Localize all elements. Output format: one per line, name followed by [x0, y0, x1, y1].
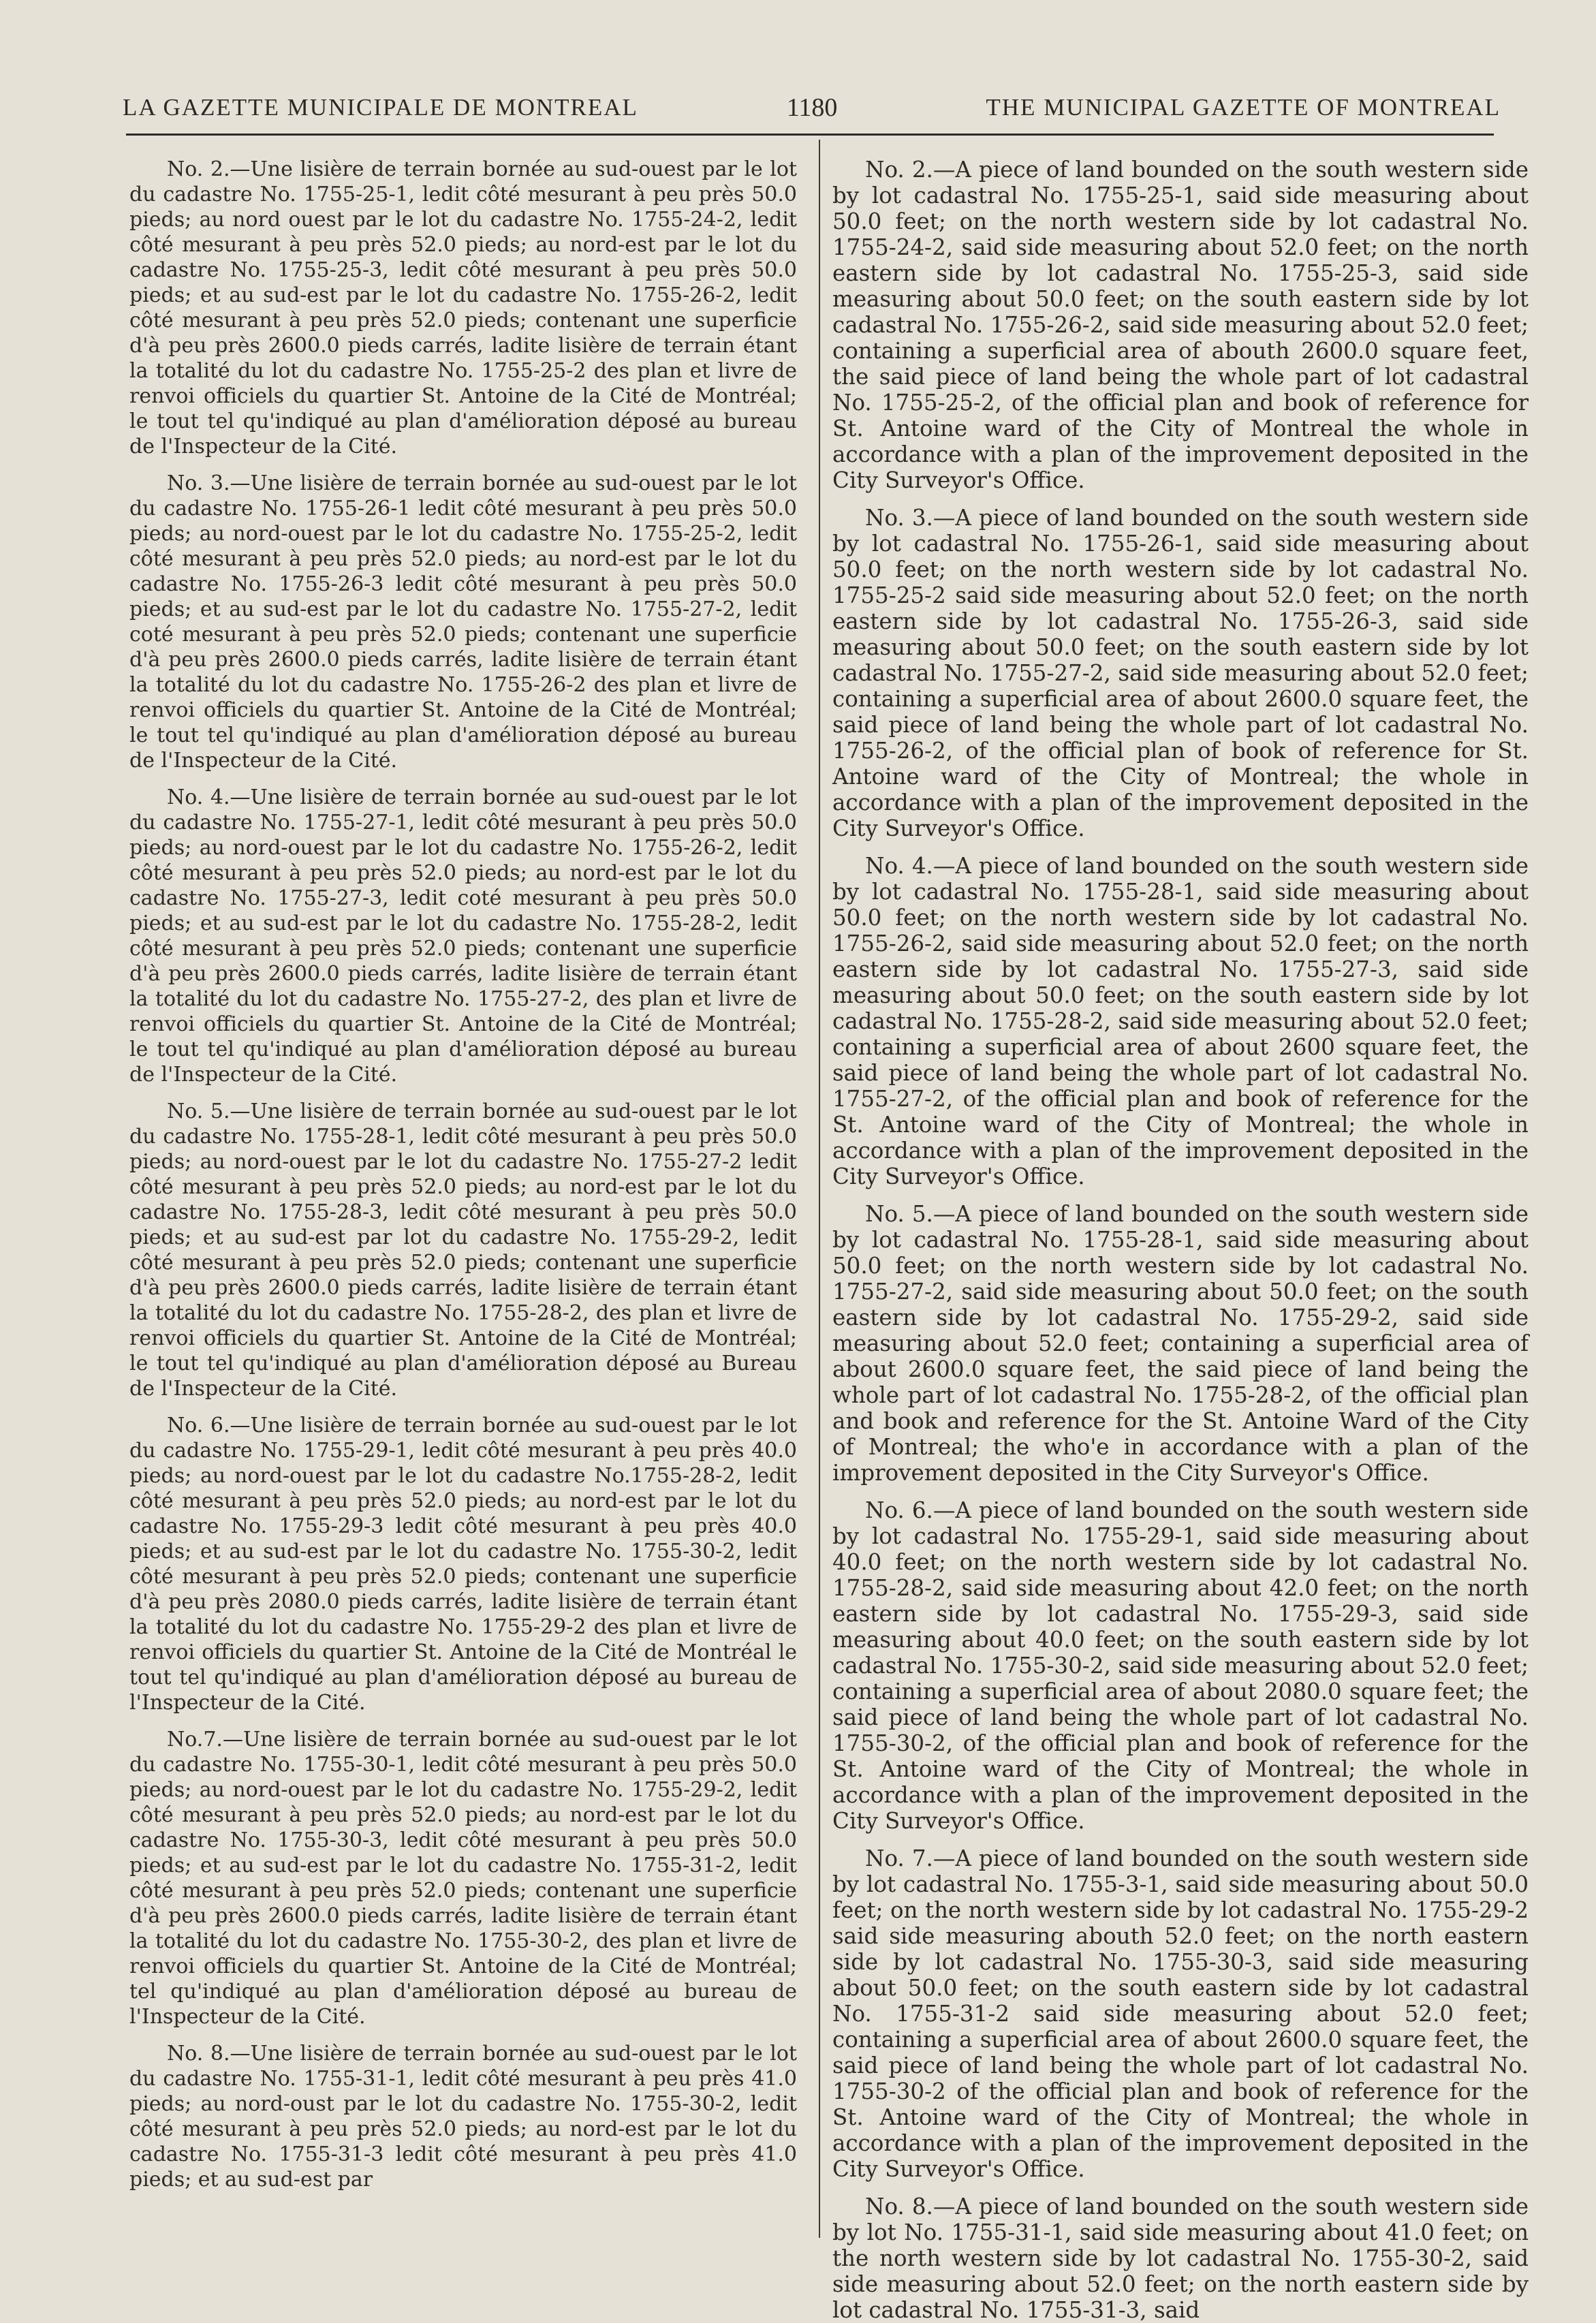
header-rule [126, 134, 1494, 136]
french-paragraph-8: No. 8.—Une lisière de terrain bornée au sud-ouest par le lot du cadastre No. 1755-31-1, ledit côté mesurant à peu près 41.0 pieds; au nord-oust par le lot du cadastre No. 1755-30-2, ledit côté mesurant à peu près 52.0 pieds; au nord-est par le lot du cadastre No. 1755-31-3 ledit côté mesurant à peu près 41.0 pieds; et au sud-est par [129, 2042, 797, 2192]
english-column [832, 157, 1529, 2323]
english-paragraph-2: No. 2.—A piece of land bounded on the south western side by lot cadastral No. 1755-25-1, said side measuring about 50.0 feet; on the north western side by lot cadastral No. 1755-24-2, said side measuring about 52.0 feet; on the north eastern side by lot cadastral No. 1755-25-3, said side measuring about 50.0 feet; on the south eastern side by lot cadastral No. 1755-26-2, said side measuring about 52.0 feet; containing a superficial area of abouth 2600.0 square feet, the said piece of land being the whole part of lot cadastral No. 1755-25-2, of the official plan and book of reference for St. Antoine ward of the City of Montreal the whole in accordance with a plan of the improvement deposited in the City Surveyor's Office. [832, 157, 1529, 493]
french-paragraph-3: No. 3.—Une lisière de terrain bornée au sud-ouest par le lot du cadastre No. 1755-26-1 ledit côté mesurant à peu près 50.0 pieds; au nord-ouest par le lot du cadastre No. 1755-25-2, ledit côté mesurant à peu près 52.0 pieds; au nord-est par le lot du cadastre No. 1755-26-3 ledit côté mesurant à peu près 50.0 pieds; et au sud-est par le lot du cadastre No. 1755-27-2, ledit coté mesurant à peu près 52.0 pieds; contenant une superficie d'à peu près 2600.0 pieds carrés, ladite lisière de terrain étant la totalité du lot du cadastre No. 1755-26-2 des plan et livre de renvoi officiels du quartier St. Antoine de la Cité de Montréal; le tout tel qu'indiqué au plan d'amélioration déposé au bureau de l'Inspecteur de la Cité. [129, 471, 797, 773]
english-paragraph-6: No. 6.—A piece of land bounded on the south western side by lot cadastral No. 1755-29-1, said side measuring about 40.0 feet; on the north western side by lot cadastral No. 1755-28-2, said side measuring about 42.0 feet; on the north eastern side by lot cadastral No. 1755-29-3, said side measuring about 40.0 feet; on the south eastern side by lot cadastral No. 1755-30-2, said side measuring about 52.0 feet; containing a superficial area of about 2080.0 square feet; the said piece of land being the whole part of lot cadastral No. 1755-30-2, of the official plan and book of reference for the St. Antoine ward of the City of Montreal; the whole in accordance with a plan of the improvement deposited in the City Surveyor's Office. [832, 1497, 1529, 1834]
english-paragraph-4: No. 4.—A piece of land bounded on the south western side by lot cadastral No. 1755-28-1, said side measuring about 50.0 feet; on the north western side by lot cadastral No. 1755-26-2, said side measuring about 52.0 feet; on the north eastern side by lot cadastral No. 1755-27-3, said side measuring about 50.0 feet; on the south eastern side by lot cadastral No. 1755-28-2, said side measuring about 52.0 feet; containing a superficial area of about 2600 square feet, the said piece of land being the whole part of lot cadastral No. 1755-27-2, of the official plan and book of reference for the St. Antoine ward of the City of Montreal; the whole in accordance with a plan of the improvement deposited in the City Surveyor's Office. [832, 853, 1529, 1189]
french-paragraph-6: No. 6.—Une lisière de terrain bornée au sud-ouest par le lot du cadastre No. 1755-29-1, ledit côté mesurant à peu près 40.0 pieds; au nord-ouest par le lot du cadastre No.1755-28-2, ledit côté mesurant à peu près 52.0 pieds; au nord-est par le lot du cadastre No. 1755-29-3 ledit côté mesurant à peu près 40.0 pieds; et au sud-est par le lot du cadastre No. 1755-30-2, ledit côté mesurant à peu près 52.0 pieds; contenant une superficie d'à peu près 2080.0 pieds carrés, ladite lisière de terrain étant la totalité du lot du cadastre No. 1755-29-2 des plan et livre de renvoi officiels du quartier St. Antoine de la Cité de Montréal le tout tel qu'indiqué au plan d'amélioration déposé au bureau de l'Inspecteur de la Cité. [129, 1414, 797, 1715]
english-paragraph-3: No. 3.—A piece of land bounded on the south western side by lot cadastral No. 1755-26-1, said side measuring about 50.0 feet; on the north western side by lot cadastral No. 1755-25-2 said side measuring about 52.0 feet; on the north eastern side by lot cadastral No. 1755-26-3, said side measuring about 50.0 feet; on the south eastern side by lot cadastral No. 1755-27-2, said side measuring about 52.0 feet; containing a superficial area of about 2600.0 square feet, the said piece of land being the whole part of lot cadastral No. 1755-26-2, of the official plan of book of reference for St. Antoine ward of the City of Montreal; the whole in accordance with a plan of the improvement deposited in the City Surveyor's Office. [832, 505, 1529, 841]
page-number: 1180 [786, 93, 838, 122]
french-paragraph-2: No. 2.—Une lisière de terrain bornée au sud-ouest par le lot du cadastre No. 1755-25-1, ledit côté mesurant à peu près 50.0 pieds; au nord ouest par le lot du cadastre No. 1755-24-2, ledit côté mesurant à peu près 52.0 pieds; au nord-est par le lot du cadastre No. 1755-25-3, ledit côté mesurant à peu près 50.0 pieds; et au sud-est par le lot du cadastre No. 1755-26-2, ledit côté mesurant à peu près 52.0 pieds; contenant une superficie d'à peu près 2600.0 pieds carrés, ladite lisière de terrain étant la totalité du lot du cadastre No. 1755-25-2 des plan et livre de renvoi officiels du quartier St. Antoine de la Cité de Montréal; le tout tel qu'indiqué au plan d'amélioration déposé au bureau de l'Inspecteur de la Cité. [129, 157, 797, 458]
page-header [123, 87, 1501, 128]
english-paragraph-8: No. 8.—A piece of land bounded on the south western side by lot No. 1755-31-1, said side measuring about 41.0 feet; on the north western side by lot cadastral No. 1755-30-2, said side measuring about 52.0 feet; on the north eastern side by lot cadastral No. 1755-31-3, said [832, 2194, 1529, 2323]
english-paragraph-7: No. 7.—A piece of land bounded on the south western side by lot cadastral No. 1755-3-1, said side measuring about 50.0 feet; on the north western side by lot cadastral No. 1755-29-2 said side measuring abouth 52.0 feet; on the north eastern side by lot cadastral No. 1755-30-3, said side measuring about 50.0 feet; on the south eastern side by lot cadastral No. 1755-31-2 said side measuring about 52.0 feet; containing a superficial area of about 2600.0 square feet, the said piece of land being the whole part of lot cadastral No. 1755-30-2 of the official plan and book of reference for the St. Antoine ward of the City of Montreal; the whole in accordance with a plan of the improvement deposited in the City Surveyor's Office. [832, 1845, 1529, 2182]
french-paragraph-4: No. 4.—Une lisière de terrain bornée au sud-ouest par le lot du cadastre No. 1755-27-1, ledit côté mesurant à peu près 50.0 pieds; au nord-ouest par le lot du cadastre No. 1755-26-2, ledit côté mesurant à peu près 52.0 pieds; au nord-est par le lot du cadastre No. 1755-27-3, ledit coté mesurant à peu près 50.0 pieds; et au sud-est par le lot du cadastre No. 1755-28-2, ledit côté mesurant à peu près 52.0 pieds; contenant une superficie d'à peu près 2600.0 pieds carrés, ladite lisière de terrain étant la totalité du lot du cadastre No. 1755-27-2, des plan et livre de renvoi officiels du quartier St. Antoine de la Cité de Montréal; le tout tel qu'indiqué au plan d'amélioration déposé au bureau de l'Inspecteur de la Cité. [129, 785, 797, 1087]
header-right-title: THE MUNICIPAL GAZETTE OF MONTREAL [986, 94, 1501, 121]
french-paragraph-7: No.7.—Une lisière de terrain bornée au sud-ouest par le lot du cadastre No. 1755-30-1, ledit côté mesurant à peu près 50.0 pieds; au nord-ouest par le lot du cadastre No. 1755-29-2, ledit côté mesurant à peu près 52.0 pieds; au nord-est par le lot du cadastre No. 1755-30-3, ledit côté mesurant à peu près 50.0 pieds; et au sud-est par le lot du cadastre No. 1755-31-2, ledit côté mesurant à peu près 52.0 pieds; contenant une superficie d'à peu près 2600.0 pieds carrés, ladite lisière de terrain étant la totalité du lot du cadastre No. 1755-30-2, des plan et livre de renvoi officiels du quartier St. Antoine de la Cité de Montréal; tel qu'indiqué au plan d'amélioration déposé au bureau de l'Inspecteur de la Cité. [129, 1728, 797, 2029]
header-left-title: LA GAZETTE MUNICIPALE DE MONTREAL [123, 94, 638, 121]
french-paragraph-5: No. 5.—Une lisière de terrain bornée au sud-ouest par le lot du cadastre No. 1755-28-1, ledit côté mesurant à peu près 50.0 pieds; au nord-ouest par le lot du cadastre No. 1755-27-2 ledit côté mesurant à peu près 52.0 pieds; au nord-est par le lot du cadastre No. 1755-28-3, ledit côté mesurant à peu près 50.0 pieds; et au sud-est par lot du cadastre No. 1755-29-2, ledit côté mesurant à peu près 52.0 pieds; contenant une superficie d'à peu près 2600.0 pieds carrés, ladite lisière de terrain étant la totalité du lot du cadastre No. 1755-28-2, des plan et livre de renvoi officiels du quartier St. Antoine de la Cité de Montréal; le tout tel qu'indiqué au plan d'amélioration déposé au Bureau de l'Inspecteur de la Cité. [129, 1100, 797, 1401]
french-column [129, 157, 797, 2241]
column-divider [819, 140, 820, 2238]
english-paragraph-5: No. 5.—A piece of land bounded on the south western side by lot cadastral No. 1755-28-1, said side measuring about 50.0 feet; on the north western side by lot cadastral No. 1755-27-2, said side measuring about 50.0 feet; on the south eastern side by lot cadastral No. 1755-29-2, said side measuring about 52.0 feet; containing a superficial area of about 2600.0 square feet, the said piece of land being the whole part of lot cadastral No. 1755-28-2, of the official plan and book and reference for the St. Antoine Ward of the City of Montreal; the who'e in accordance with a plan of the improvement deposited in the City Surveyor's Office. [832, 1201, 1529, 1486]
